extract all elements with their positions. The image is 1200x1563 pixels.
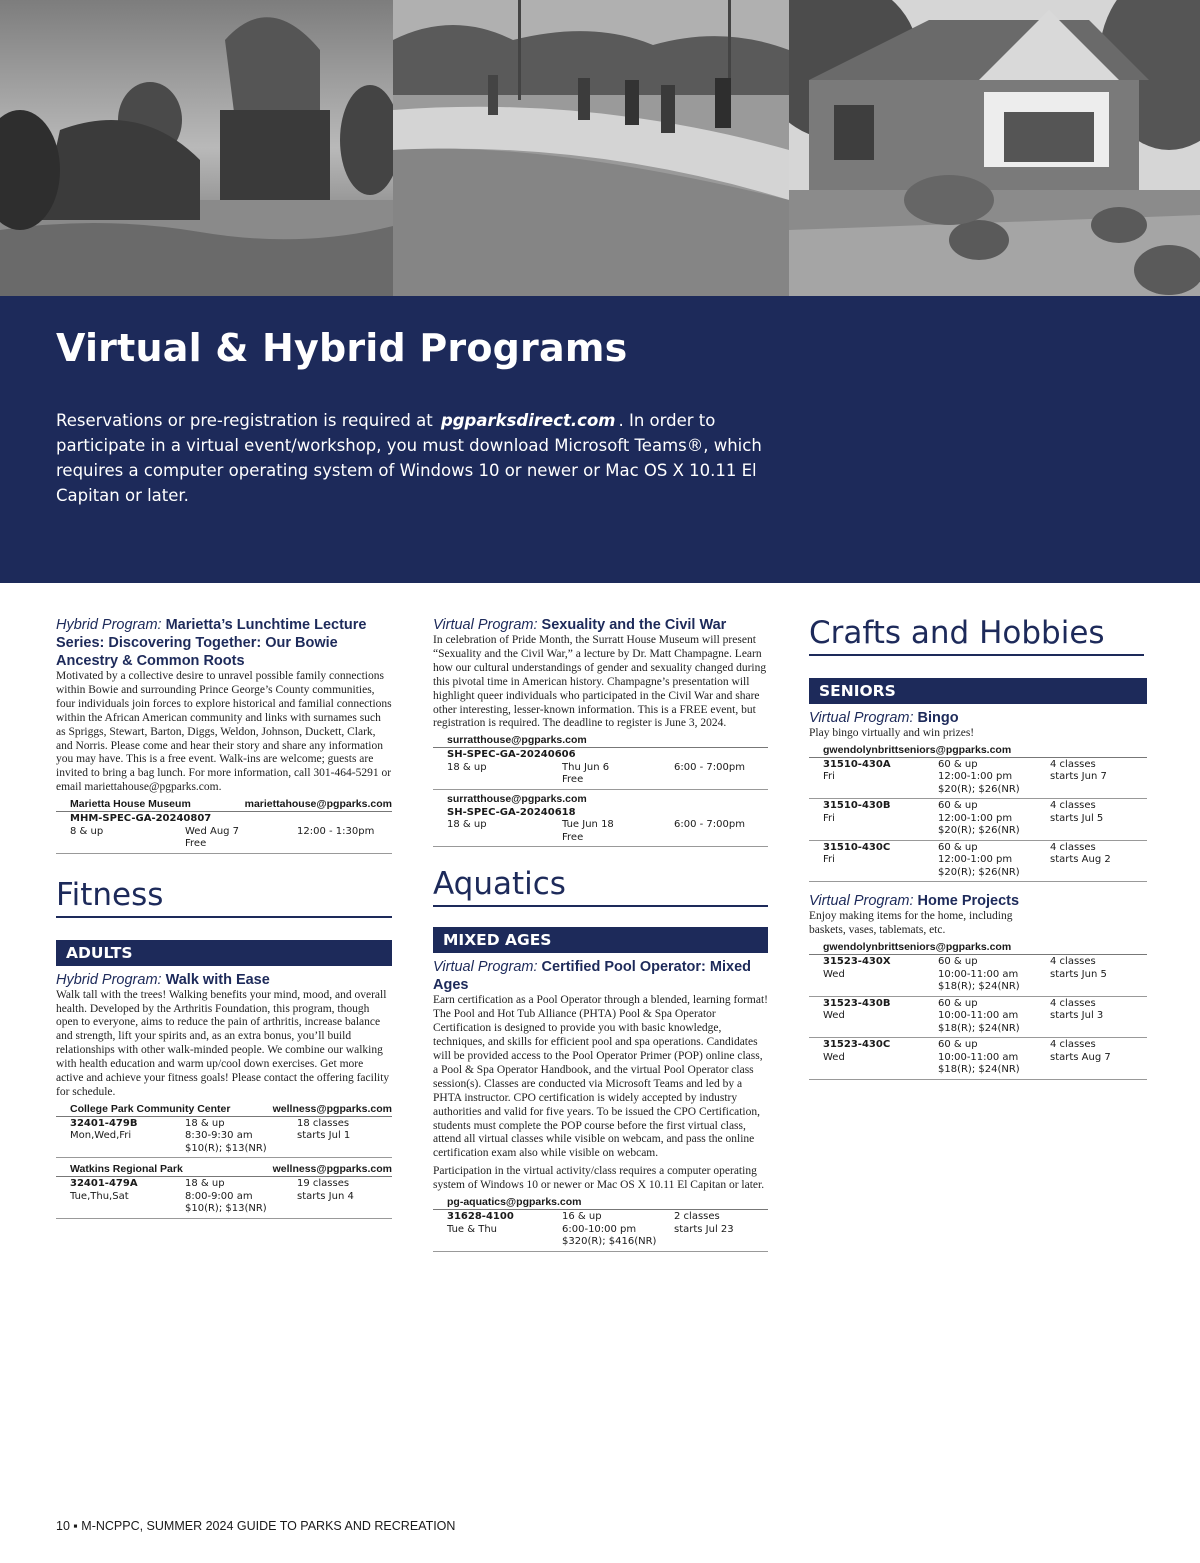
class-code: 32401-479A [70, 1178, 138, 1190]
section-title-fitness: Fitness [56, 876, 392, 918]
class-code: 31628-4100 [447, 1211, 514, 1223]
intro-banner [0, 296, 1200, 583]
class-age: 18 & up [185, 1117, 225, 1129]
class-entry [809, 1038, 1147, 1080]
program-description: Play bingo virtually and win prizes! [809, 727, 975, 739]
class-fee: $10(R); $13(NR) [185, 1203, 267, 1215]
class-days: Fri [823, 771, 835, 783]
class-code: 32401-479B [70, 1117, 138, 1129]
photo-walking-group [393, 0, 789, 296]
class-time: 10:00-11:00 am [938, 1010, 1019, 1022]
class-age: 8 & up [70, 825, 104, 837]
facility-row [433, 1195, 768, 1210]
class-code: 31510-430A [823, 758, 891, 770]
class-date: Wed Aug 7 [185, 825, 240, 837]
program-description: Enjoy making items for the home, including baskets, vases, tablemats, etc. [809, 910, 1013, 937]
facility-name: Watkins Regional Park [70, 1163, 183, 1176]
class-code: MHM-SPEC-GA-20240807 [70, 813, 212, 825]
class-count: 4 classes [1050, 1039, 1096, 1051]
age-group-bar: ADULTS [56, 940, 392, 966]
facility-email[interactable]: wellness@pgparks.com [272, 1102, 392, 1115]
class-code: SH-SPEC-GA-20240618 [447, 806, 576, 818]
class-date: Tue Jun 18 [562, 819, 614, 831]
class-fee: $20(R); $26(NR) [938, 783, 1020, 795]
facility-name: College Park Community Center [70, 1102, 231, 1115]
class-fee: $18(R); $24(NR) [938, 1064, 1020, 1076]
facility-row [56, 1102, 392, 1117]
class-fee: $320(R); $416(NR) [562, 1236, 657, 1248]
class-days: Wed [823, 968, 845, 980]
facility-row [809, 743, 1147, 758]
class-days: Wed [823, 1051, 845, 1063]
class-fee: Free [562, 831, 584, 843]
class-entry [433, 1210, 768, 1252]
class-entry [809, 758, 1147, 800]
column-middle [433, 616, 768, 1252]
class-start: starts Jul 1 [297, 1130, 351, 1142]
photo-house-museum [789, 0, 1200, 296]
class-code: 31510-430B [823, 800, 891, 812]
class-age: 60 & up [938, 956, 978, 968]
program-description: Earn certification as a Pool Operator through a blended, learning format! The Pool and Hot Tub Alliance (PHTA) Pool & Spa Operator Certification is designed to provide you with basic knowledge, techniques, and skills for efficient pool and spa operations. Candidates will be provided access to the Pool Operator Primer (POP) online class, a Pool & Spa Operator Handbook, and the virtual Pool Operator class session(s). Classes are conducted via Microsoft Teams and led by a PHTA instructor. CPO certification is widely accepted by industry authorities and valid for five years. To be issued the CPO Certification, students must complete the POP course before the first virtual class, attend all virtual classes while visible on webcam, and pass the online certification exam also while visible on webcam. [433, 994, 768, 1160]
photo-strip [0, 0, 1200, 296]
class-fee: Free [185, 838, 207, 850]
class-age: 60 & up [938, 1039, 978, 1051]
intro-text [56, 408, 776, 508]
section-title-crafts: Crafts and Hobbies [809, 614, 1144, 656]
class-code: 31510-430C [823, 841, 891, 853]
class-age: 60 & up [938, 758, 978, 770]
section-title-aquatics: Aquatics [433, 865, 768, 907]
column-left [56, 616, 392, 1219]
class-entry [809, 955, 1147, 997]
program-description: Walk tall with the trees! Walking benefits your mind, mood, and overall health. Developed by the Arthritis Foundation, this program, though open to everyone, aims to reduce the pain of arthritis, increase balance and strength, lift your spirits and, as an extra bonus, you’ll build relationships with other walk-minded people. We combine our walking with health education and warm up/cool down exercises. Get more active and achieve your fitness goals! Please contact the offering facility for schedule. [56, 988, 390, 1098]
class-count: 4 classes [1050, 841, 1096, 853]
class-age: 18 & up [447, 819, 487, 831]
class-days: Wed [823, 1010, 845, 1022]
program-heading-walk: Hybrid Program: Walk with Ease [56, 971, 270, 988]
class-fee: Free [562, 774, 584, 786]
class-time: 6:00 - 7:00pm [674, 761, 745, 773]
class-days: Tue & Thu [447, 1223, 498, 1235]
facility-email[interactable]: gwendolynbrittseniors@pgparks.com [823, 743, 1012, 756]
class-time: 8:00-9:00 am [185, 1190, 253, 1202]
facility-row [433, 733, 768, 747]
class-code: 31523-430X [823, 956, 891, 968]
facility-name: Marietta House Museum [70, 798, 191, 811]
class-age: 60 & up [938, 841, 978, 853]
facility-row [809, 940, 1147, 955]
class-start: starts Jul 5 [1050, 812, 1104, 824]
facility-email[interactable]: gwendolynbrittseniors@pgparks.com [823, 941, 1012, 954]
facility-email[interactable]: surratthouse@pgparks.com [447, 792, 587, 805]
class-entry [809, 799, 1147, 841]
class-start: starts Jul 3 [1050, 1010, 1104, 1022]
class-entry [433, 806, 768, 848]
class-code: 31523-430C [823, 1039, 891, 1051]
class-start: starts Jun 7 [1050, 771, 1107, 783]
facility-email[interactable]: mariettahouse@pgparks.com [244, 798, 392, 811]
class-fee: $18(R); $24(NR) [938, 981, 1020, 993]
class-entry [433, 747, 768, 790]
class-count: 18 classes [297, 1117, 350, 1129]
class-age: 60 & up [938, 997, 978, 1009]
class-time: 12:00 - 1:30pm [297, 825, 375, 837]
bingo-class-list [809, 758, 1147, 883]
class-code: SH-SPEC-GA-20240606 [447, 749, 576, 761]
program-requirements: Participation in the virtual activity/class requires a computer operating system of Windows 10 or newer or Mac OS X 10.11 El Capitan or later. [433, 1165, 765, 1192]
facility-row [433, 792, 768, 806]
class-time: 6:00 - 7:00pm [674, 819, 745, 831]
class-time: 10:00-11:00 am [938, 1051, 1019, 1063]
class-start: starts Jul 23 [674, 1223, 734, 1235]
program-description: In celebration of Pride Month, the Surratt House Museum will present “Sexuality and the Civil War,” a lecture by Dr. Matt Champagne. Learn how our cultural understandings of gender and sexuality changed during this pivotal time in American history. Champagne’s presentation will highlight queer individuals who participated in the Civil War and share other interesting, lesser-known information. This is a FREE event, but registration is required. The deadline to register is June 3, 2024. [433, 634, 767, 730]
class-entry [56, 812, 392, 854]
class-entry [809, 997, 1147, 1039]
program-heading-marietta: Hybrid Program: Marietta’s Lunchtime Lecture Series: Discovering Together: Our Bowie Ancestry & Common Roots [56, 617, 367, 669]
program-heading-pool: Virtual Program: Certified Pool Operator: Mixed Ages [433, 959, 752, 994]
program-heading-home-projects: Virtual Program: Home Projects [809, 893, 1020, 910]
intro-text-before: Reservations or pre-registration is required at [56, 411, 433, 430]
class-entry [56, 1117, 392, 1159]
facility-email[interactable]: pg-aquatics@pgparks.com [447, 1196, 582, 1209]
class-age: 18 & up [185, 1178, 225, 1190]
photo-swimming-lesson [0, 0, 393, 296]
facility-row [56, 1162, 392, 1177]
class-days: Mon,Wed,Fri [70, 1130, 132, 1142]
intro-text-after: . In order to participate in a virtual event/workshop, you must download Microsoft Teams®, which requires a computer operating system of Windows 10 or newer or Mac OS X 10.11 El Capitan or later. [56, 411, 762, 505]
class-code: 31523-430B [823, 997, 891, 1009]
class-time: 12:00-1:00 pm [938, 771, 1013, 783]
facility-email[interactable]: wellness@pgparks.com [272, 1163, 392, 1176]
class-fee: $20(R); $26(NR) [938, 825, 1020, 837]
home-projects-class-list [809, 955, 1147, 1080]
class-count: 2 classes [674, 1211, 720, 1223]
class-start: starts Jun 5 [1050, 968, 1107, 980]
class-days: Fri [823, 854, 835, 866]
class-time: 10:00-11:00 am [938, 968, 1019, 980]
class-fee: $18(R); $24(NR) [938, 1022, 1020, 1034]
program-heading-bingo: Virtual Program: Bingo [809, 710, 959, 726]
class-date: Thu Jun 6 [562, 761, 610, 773]
class-entry [809, 841, 1147, 883]
class-time: 12:00-1:00 pm [938, 854, 1013, 866]
class-age: 16 & up [562, 1211, 602, 1223]
class-count: 4 classes [1050, 800, 1096, 812]
class-age: 18 & up [447, 761, 487, 773]
program-heading-surratt: Virtual Program: Sexuality and the Civil War [433, 617, 727, 633]
registration-site-link[interactable]: pgparksdirect.com [440, 411, 616, 430]
class-time: 6:00-10:00 pm [562, 1223, 637, 1235]
class-age: 60 & up [938, 800, 978, 812]
facility-email[interactable]: surratthouse@pgparks.com [447, 734, 587, 747]
class-fee: $20(R); $26(NR) [938, 866, 1020, 878]
class-count: 4 classes [1050, 997, 1096, 1009]
program-description: Motivated by a collective desire to unravel possible family connections within Bowie and surrounding Prince George’s County communities, four individuals join forces to explore historical and familial connections within the African American community and links with surnames such as Spriggs, Stewart, Barton, Diggs, Weldon, Johnson, Duckett, Clark, and Norris. Please come and hear their story and share any information you may have. This is a free event. Walk-ins are welcome; guests are invited to bring a bag lunch. For more information, call 301-464-5291 or email mariettahouse@pgparks.com. [56, 670, 392, 794]
class-start: starts Jun 4 [297, 1190, 354, 1202]
class-time: 8:30-9:30 am [185, 1130, 253, 1142]
column-right [809, 614, 1147, 1080]
age-group-bar: MIXED AGES [433, 927, 768, 953]
class-entry [56, 1177, 392, 1219]
class-days: Tue,Thu,Sat [70, 1190, 129, 1202]
class-count: 4 classes [1050, 758, 1096, 770]
class-start: starts Aug 2 [1050, 854, 1111, 866]
age-group-bar: SENIORS [809, 678, 1147, 704]
class-days: Fri [823, 812, 835, 824]
facility-row [56, 797, 392, 812]
class-time: 12:00-1:00 pm [938, 812, 1013, 824]
class-fee: $10(R); $13(NR) [185, 1142, 267, 1154]
class-start: starts Aug 7 [1050, 1051, 1111, 1063]
page-footer: 10 ▪ M-NCPPC, SUMMER 2024 GUIDE TO PARKS AND RECREATION [56, 1519, 456, 1533]
class-count: 4 classes [1050, 956, 1096, 968]
class-count: 19 classes [297, 1178, 350, 1190]
page-title: Virtual & Hybrid Programs [56, 326, 628, 370]
